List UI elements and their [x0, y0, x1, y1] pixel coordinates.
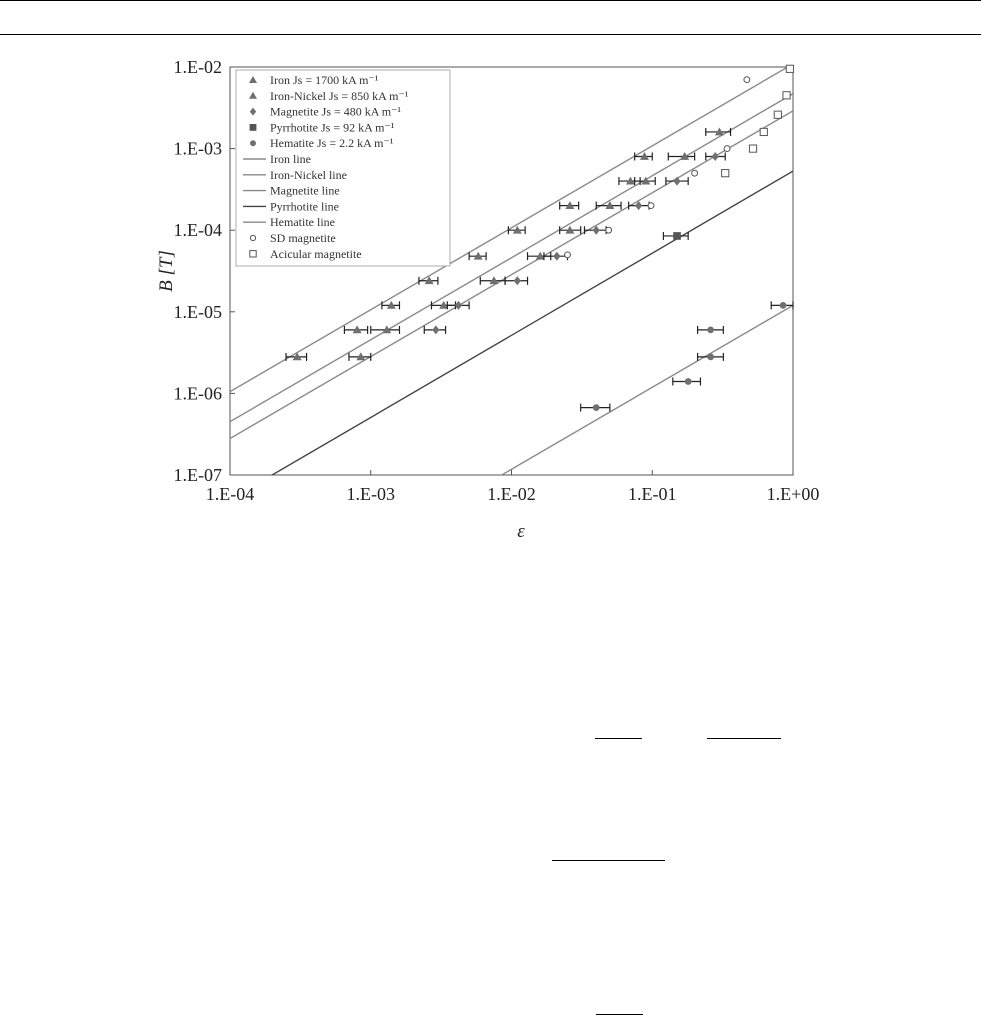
legend-label: Pyrrhotite line — [270, 199, 339, 214]
sd-magnetite-point — [565, 252, 571, 258]
y-tick-label: 1.E-02 — [173, 57, 222, 77]
magnetite-js-480-ka-m-point — [712, 152, 719, 161]
pyrrhotite-js-92-ka-m-point — [673, 232, 681, 240]
y-tick-label: 1.E-04 — [173, 220, 222, 241]
sd-magnetite-point — [648, 203, 654, 209]
legend — [236, 70, 450, 266]
legend-label: Magnetite line — [270, 183, 340, 198]
acicular-magnetite-point — [722, 170, 729, 177]
sd-magnetite-point — [744, 77, 750, 83]
acicular-magnetite-point — [749, 145, 756, 152]
acicular-magnetite-point — [783, 92, 790, 99]
hematite-js-2-2-ka-m-point — [707, 354, 714, 361]
equation-fraction-bar — [595, 738, 642, 739]
magnetite-js-480-ka-m-point — [553, 252, 560, 261]
equation-fraction-bar — [707, 738, 781, 739]
x-tick-label: 1.E-03 — [346, 484, 395, 504]
y-axis-label: B [T] — [156, 250, 177, 292]
legend-marker — [250, 140, 256, 146]
legend-label: Iron line — [270, 152, 311, 166]
x-tick-label: 1.E+00 — [766, 484, 820, 504]
acicular-magnetite-point — [786, 65, 793, 72]
legend-marker — [250, 251, 256, 257]
legend-label: Magnetite Js = 480 kA m⁻¹ — [270, 104, 402, 119]
hematite-line — [230, 305, 793, 560]
y-tick-label: 1.E-06 — [173, 383, 222, 404]
hematite-js-2-2-ka-m-point — [685, 378, 692, 385]
legend-label: Iron-Nickel Js = 850 kA m⁻¹ — [270, 88, 409, 103]
legend-label: Hematite line — [270, 215, 335, 230]
legend-entry-iron-nickel-js-850-ka-m — [249, 89, 409, 103]
hematite-js-2-2-ka-m-point — [593, 404, 600, 411]
acicular-magnetite-point — [760, 128, 767, 135]
legend-label: Acicular magnetite — [270, 246, 362, 261]
x-tick-label: 1.E-02 — [487, 484, 536, 504]
sd-magnetite-point — [692, 170, 698, 176]
sd-magnetite-point — [724, 146, 730, 152]
magnetite-js-480-ka-m-point — [673, 177, 680, 186]
legend-label: Iron-Nickel line — [270, 167, 347, 182]
magnetite-js-480-ka-m-point — [432, 325, 439, 334]
acicular-magnetite-point — [774, 111, 781, 118]
legend-entry-pyrrhotite-js-92-ka-m — [250, 120, 395, 134]
x-tick-label: 1.E-01 — [628, 484, 677, 504]
y-tick-label: 1.E-07 — [173, 465, 222, 485]
legend-label: Hematite Js = 2.2 kA m⁻¹ — [270, 136, 394, 151]
x-tick-label: 1.E-04 — [205, 484, 255, 504]
equation-fraction-bar — [596, 1014, 643, 1015]
x-axis-label: ε — [517, 521, 525, 542]
legend-marker — [250, 235, 255, 240]
legend-entry-magnetite-js-480-ka-m — [250, 105, 402, 119]
equation-fraction-bar — [552, 860, 665, 861]
legend-label: Pyrrhotite Js = 92 kA m⁻¹ — [270, 120, 395, 135]
y-tick-label: 1.E-03 — [173, 138, 222, 159]
legend-entry-hematite-js-2-2-ka-m — [250, 136, 394, 150]
legend-marker — [250, 124, 257, 131]
sd-magnetite-point — [606, 227, 612, 233]
magnetite-js-480-ka-m-point — [514, 276, 521, 285]
hematite-js-2-2-ka-m-point — [780, 302, 787, 309]
y-tick-label: 1.E-05 — [173, 301, 222, 322]
legend-label: SD magnetite — [270, 231, 336, 245]
hematite-js-2-2-ka-m-point — [707, 327, 714, 334]
legend-label: Iron Js = 1700 kA m⁻¹ — [270, 73, 379, 87]
